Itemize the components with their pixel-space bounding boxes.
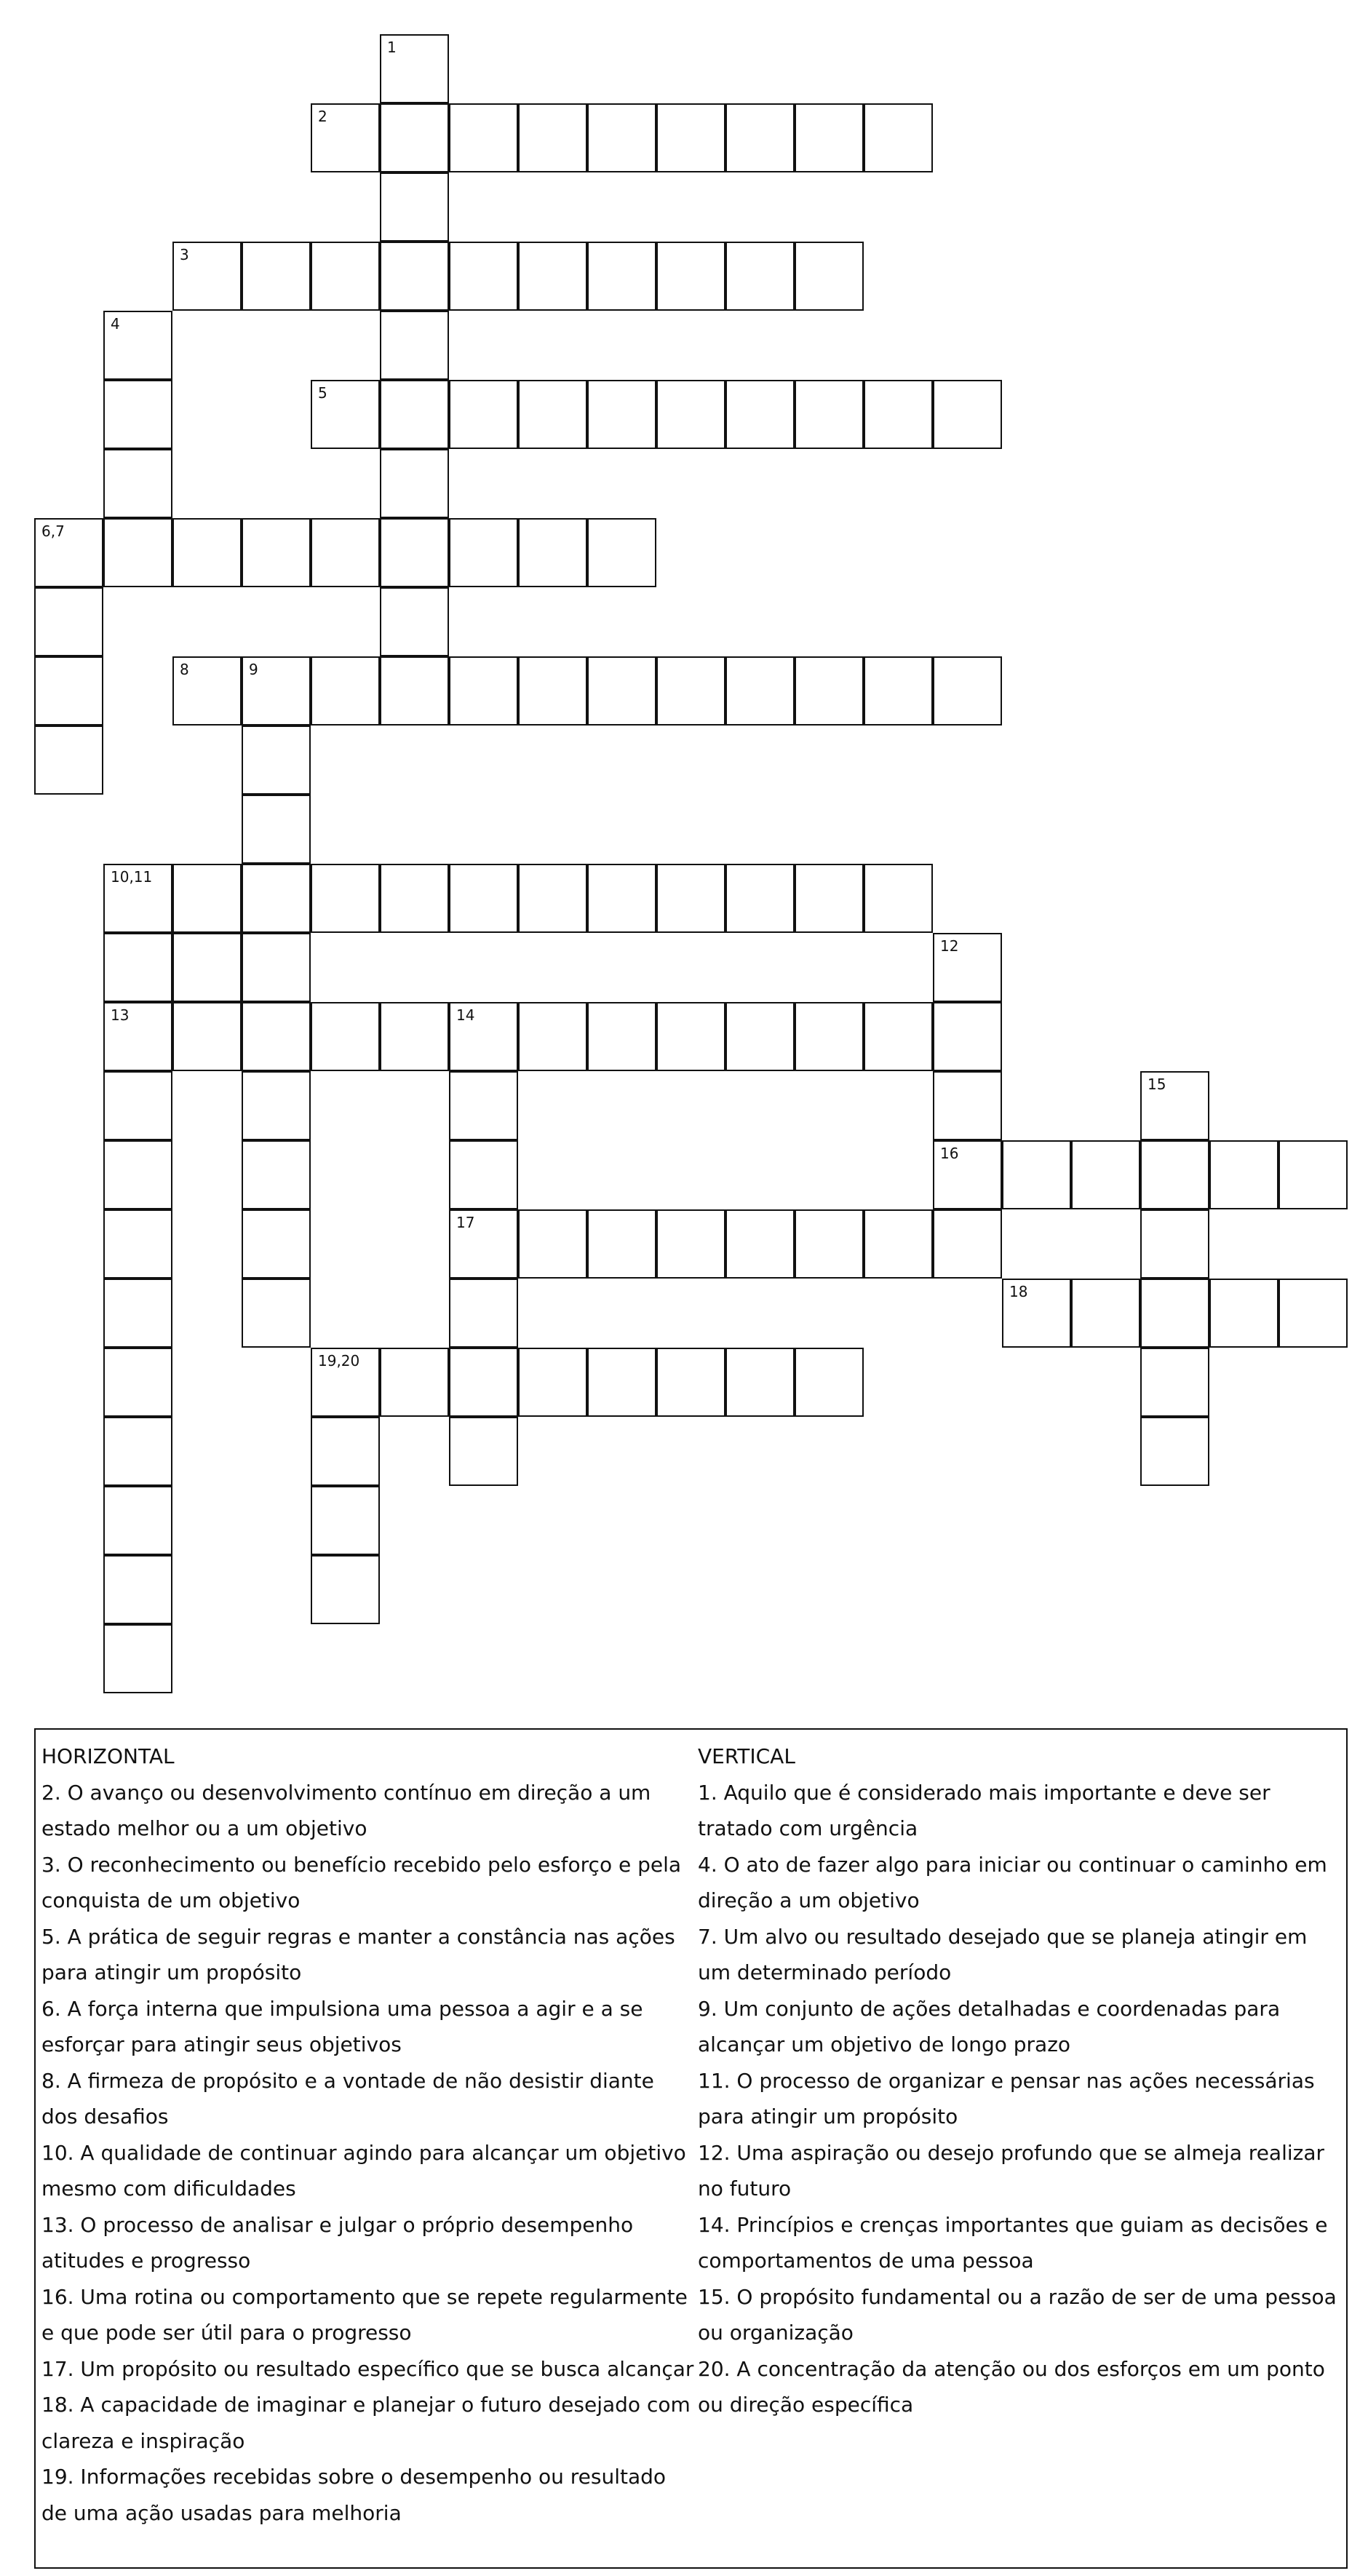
clue-number: 5 — [318, 384, 327, 402]
grid-cell[interactable] — [242, 1002, 311, 1071]
grid-cell[interactable] — [587, 1348, 656, 1417]
grid-cell[interactable] — [311, 380, 380, 449]
grid-cell[interactable] — [311, 656, 380, 726]
grid-cell[interactable] — [380, 103, 449, 172]
grid-cell[interactable] — [587, 103, 656, 172]
grid-cell[interactable] — [380, 864, 449, 933]
grid-cell[interactable] — [795, 1348, 864, 1417]
grid-cell[interactable] — [380, 380, 449, 449]
grid-cell[interactable] — [725, 380, 795, 449]
grid-cell[interactable] — [725, 1348, 795, 1417]
grid-cell[interactable] — [242, 518, 311, 587]
clue-h-2: 2. O avanço ou desenvolvimento contínuo em direção a um estado melhor ou a um objetivo — [41, 1780, 651, 1840]
grid-cell[interactable] — [518, 518, 587, 587]
clue-h-3: 3. O reconhecimento ou benefício recebido pelo esforço e pela conquista de um objetivo — [41, 1852, 682, 1912]
grid-cell[interactable] — [725, 1209, 795, 1279]
clue-number: 6,7 — [41, 522, 65, 540]
clue-h-10: 10. A qualidade de continuar agindo para alcançar um objetivo mesmo com dificuldades — [41, 2140, 686, 2201]
grid-cell[interactable] — [380, 656, 449, 726]
grid-cell[interactable] — [172, 1002, 242, 1071]
clue-number: 12 — [940, 937, 959, 955]
grid-cell[interactable] — [103, 933, 172, 1002]
clue-number: 1 — [387, 39, 397, 56]
grid-cell[interactable] — [449, 1071, 518, 1140]
horizontal-title: HORIZONTAL — [41, 1744, 175, 1768]
clue-v-11: 11. O processo de organizar e pensar nas ações necessárias para atingir um propósito — [698, 2068, 1315, 2128]
grid-cell[interactable] — [311, 103, 380, 172]
grid-cell[interactable] — [242, 1209, 311, 1279]
grid-cell[interactable] — [103, 1002, 172, 1071]
clue-number: 9 — [249, 661, 258, 678]
grid-cell[interactable] — [34, 656, 103, 726]
clue-h-8: 8. A firmeza de propósito e a vontade de não desistir diante dos desafios — [41, 2068, 654, 2128]
grid-cell[interactable] — [103, 311, 172, 380]
grid-cell[interactable] — [103, 1209, 172, 1279]
grid-cell[interactable] — [311, 1002, 380, 1071]
grid-cell[interactable] — [449, 1279, 518, 1348]
clues-box — [34, 1728, 1348, 2569]
grid-cell[interactable] — [449, 1209, 518, 1279]
clue-h-17: 17. Um propósito ou resultado específico que se busca alcançar — [41, 2356, 694, 2381]
grid-cell[interactable] — [103, 449, 172, 518]
grid-cell[interactable] — [518, 103, 587, 172]
horizontal-clues — [41, 1738, 696, 2531]
grid-cell[interactable] — [172, 242, 242, 311]
grid-cell[interactable] — [933, 933, 1002, 1002]
grid-cell[interactable] — [172, 864, 242, 933]
grid-cell[interactable] — [864, 1002, 933, 1071]
clue-number: 17 — [456, 1214, 475, 1231]
grid-cell[interactable] — [725, 864, 795, 933]
grid-cell[interactable] — [587, 1209, 656, 1279]
grid-cell[interactable] — [518, 864, 587, 933]
grid-cell[interactable] — [656, 1002, 725, 1071]
grid-cell[interactable] — [518, 1348, 587, 1417]
grid-cell[interactable] — [1140, 1279, 1209, 1348]
grid-cell[interactable] — [933, 1071, 1002, 1140]
grid-cell[interactable] — [587, 242, 656, 311]
grid-cell[interactable] — [380, 1348, 449, 1417]
grid-cell[interactable] — [449, 864, 518, 933]
grid-cell[interactable] — [242, 1071, 311, 1140]
grid-cell[interactable] — [449, 518, 518, 587]
grid-cell[interactable] — [449, 103, 518, 172]
clue-v-7: 7. Um alvo ou resultado desejado que se planeja atingir em um determinado período — [698, 1924, 1308, 1984]
grid-cell[interactable] — [103, 1279, 172, 1348]
clue-v-1: 1. Aquilo que é considerado mais importante e deve ser tratado com urgência — [698, 1780, 1270, 1840]
grid-cell[interactable] — [103, 864, 172, 933]
grid-cell[interactable] — [311, 242, 380, 311]
grid-cell[interactable] — [103, 1624, 172, 1693]
grid-cell[interactable] — [795, 242, 864, 311]
grid-cell[interactable] — [656, 103, 725, 172]
clue-h-19: 19. Informações recebidas sobre o desempenho ou resultado de uma ação usadas para melhoria — [41, 2465, 667, 2525]
grid-cell[interactable] — [795, 656, 864, 726]
grid-cell[interactable] — [725, 656, 795, 726]
grid-cell[interactable] — [172, 518, 242, 587]
grid-cell[interactable] — [725, 103, 795, 172]
grid-cell[interactable] — [656, 242, 725, 311]
clue-number: 8 — [180, 661, 189, 678]
clue-number: 15 — [1148, 1076, 1166, 1093]
grid-cell[interactable] — [449, 1417, 518, 1486]
clue-number: 16 — [940, 1145, 959, 1162]
grid-cell[interactable] — [103, 1417, 172, 1486]
grid-cell[interactable] — [242, 726, 311, 795]
grid-cell[interactable] — [242, 933, 311, 1002]
grid-cell[interactable] — [933, 1140, 1002, 1209]
grid-cell[interactable] — [380, 34, 449, 103]
grid-cell[interactable] — [1140, 1209, 1209, 1279]
grid-cell[interactable] — [587, 1002, 656, 1071]
grid-cell[interactable] — [449, 380, 518, 449]
grid-cell[interactable] — [656, 380, 725, 449]
grid-cell[interactable] — [518, 380, 587, 449]
clue-number: 10,11 — [111, 868, 153, 886]
grid-cell[interactable] — [518, 242, 587, 311]
grid-cell[interactable] — [242, 864, 311, 933]
grid-cell[interactable] — [795, 1209, 864, 1279]
grid-cell[interactable] — [587, 656, 656, 726]
grid-cell[interactable] — [1002, 1140, 1071, 1209]
grid-cell[interactable] — [380, 242, 449, 311]
vertical-clues — [698, 1738, 1338, 2423]
grid-cell[interactable] — [380, 449, 449, 518]
clue-v-9: 9. Um conjunto de ações detalhadas e coordenadas para alcançar um objetivo de longo prazo — [698, 1996, 1281, 2056]
grid-cell[interactable] — [933, 656, 1002, 726]
grid-cell[interactable] — [380, 518, 449, 587]
grid-cell[interactable] — [1140, 1417, 1209, 1486]
clue-v-15: 15. O propósito fundamental ou a razão de ser de uma pessoa ou organização — [698, 2284, 1337, 2345]
grid-cell[interactable] — [311, 1486, 380, 1555]
grid-cell[interactable] — [1278, 1279, 1348, 1348]
grid-cell[interactable] — [587, 518, 656, 587]
grid-cell[interactable] — [311, 1417, 380, 1486]
grid-cell[interactable] — [864, 864, 933, 933]
grid-cell[interactable] — [656, 656, 725, 726]
grid-cell[interactable] — [242, 1140, 311, 1209]
grid-cell[interactable] — [1140, 1140, 1209, 1209]
clue-number: 2 — [318, 108, 327, 125]
grid-cell[interactable] — [103, 1348, 172, 1417]
grid-cell[interactable] — [864, 380, 933, 449]
grid-cell[interactable] — [725, 1002, 795, 1071]
grid-cell[interactable] — [587, 864, 656, 933]
grid-cell[interactable] — [34, 518, 103, 587]
grid-cell[interactable] — [311, 864, 380, 933]
grid-cell[interactable] — [380, 311, 449, 380]
grid-cell[interactable] — [34, 587, 103, 656]
grid-cell[interactable] — [172, 933, 242, 1002]
grid-cell[interactable] — [311, 1555, 380, 1624]
clue-v-4: 4. O ato de fazer algo para iniciar ou continuar o caminho em direção a um objetivo — [698, 1852, 1327, 1912]
grid-cell[interactable] — [172, 656, 242, 726]
grid-cell[interactable] — [1278, 1140, 1348, 1209]
clue-number: 4 — [111, 315, 120, 333]
grid-cell[interactable] — [518, 656, 587, 726]
clue-number: 19,20 — [318, 1352, 360, 1370]
clue-h-5: 5. A prática de seguir regras e manter a constância nas ações para atingir um propósito — [41, 1924, 675, 1984]
grid-cell[interactable] — [242, 242, 311, 311]
clue-number: 18 — [1009, 1283, 1028, 1300]
grid-cell[interactable] — [864, 103, 933, 172]
grid-cell[interactable] — [449, 242, 518, 311]
grid-cell[interactable] — [864, 656, 933, 726]
grid-cell[interactable] — [242, 656, 311, 726]
grid-cell[interactable] — [1140, 1071, 1209, 1140]
grid-cell[interactable] — [518, 1002, 587, 1071]
grid-cell[interactable] — [311, 1348, 380, 1417]
grid-cell[interactable] — [933, 380, 1002, 449]
grid-cell[interactable] — [1071, 1279, 1140, 1348]
grid-cell[interactable] — [103, 1555, 172, 1624]
grid-cell[interactable] — [103, 1071, 172, 1140]
clue-h-16: 16. Uma rotina ou comportamento que se repete regularmente e que pode ser útil para o progresso — [41, 2284, 688, 2345]
grid-cell[interactable] — [656, 1209, 725, 1279]
grid-cell[interactable] — [587, 380, 656, 449]
grid-cell[interactable] — [795, 380, 864, 449]
grid-cell[interactable] — [656, 864, 725, 933]
grid-cell[interactable] — [795, 1002, 864, 1071]
grid-cell[interactable] — [449, 1140, 518, 1209]
grid-cell[interactable] — [795, 864, 864, 933]
clue-number: 3 — [180, 246, 189, 263]
clue-v-12: 12. Uma aspiração ou desejo profundo que se almeja realizar no futuro — [698, 2140, 1325, 2201]
grid-cell[interactable] — [103, 518, 172, 587]
clue-h-18: 18. A capacidade de imaginar e planejar o futuro desejado com clareza e inspiração — [41, 2393, 691, 2453]
grid-cell[interactable] — [933, 1209, 1002, 1279]
clue-h-13: 13. O processo de analisar e julgar o próprio desempenho atitudes e progresso — [41, 2212, 634, 2273]
clue-number: 14 — [456, 1006, 475, 1024]
grid-cell[interactable] — [242, 795, 311, 864]
clue-number: 13 — [111, 1006, 130, 1024]
clue-v-14: 14. Princípios e crenças importantes que guiam as decisões e comportamentos de uma pessoa — [698, 2212, 1328, 2273]
grid-cell[interactable] — [449, 656, 518, 726]
grid-cell[interactable] — [380, 172, 449, 242]
grid-cell[interactable] — [34, 726, 103, 795]
grid-cell[interactable] — [103, 380, 172, 449]
grid-cell[interactable] — [1140, 1348, 1209, 1417]
grid-cell[interactable] — [103, 1140, 172, 1209]
grid-cell[interactable] — [449, 1348, 518, 1417]
grid-cell[interactable] — [795, 103, 864, 172]
clue-v-20: 20. A concentração da atenção ou dos esforços em um ponto ou direção específica — [698, 2356, 1325, 2417]
grid-cell[interactable] — [933, 1002, 1002, 1071]
clue-h-6: 6. A força interna que impulsiona uma pessoa a agir e a se esforçar para atingir seus objetivos — [41, 1996, 643, 2056]
grid-cell[interactable] — [1071, 1140, 1140, 1209]
grid-cell[interactable] — [518, 1209, 587, 1279]
grid-cell[interactable] — [311, 518, 380, 587]
grid-cell[interactable] — [656, 1348, 725, 1417]
grid-cell[interactable] — [242, 1279, 311, 1348]
grid-cell[interactable] — [103, 1486, 172, 1555]
grid-cell[interactable] — [1209, 1140, 1278, 1209]
grid-cell[interactable] — [1002, 1279, 1071, 1348]
grid-cell[interactable] — [725, 242, 795, 311]
grid-cell[interactable] — [380, 1002, 449, 1071]
grid-cell[interactable] — [449, 1002, 518, 1071]
grid-cell[interactable] — [380, 587, 449, 656]
vertical-title: VERTICAL — [698, 1744, 795, 1768]
grid-cell[interactable] — [1209, 1279, 1278, 1348]
grid-cell[interactable] — [864, 1209, 933, 1279]
